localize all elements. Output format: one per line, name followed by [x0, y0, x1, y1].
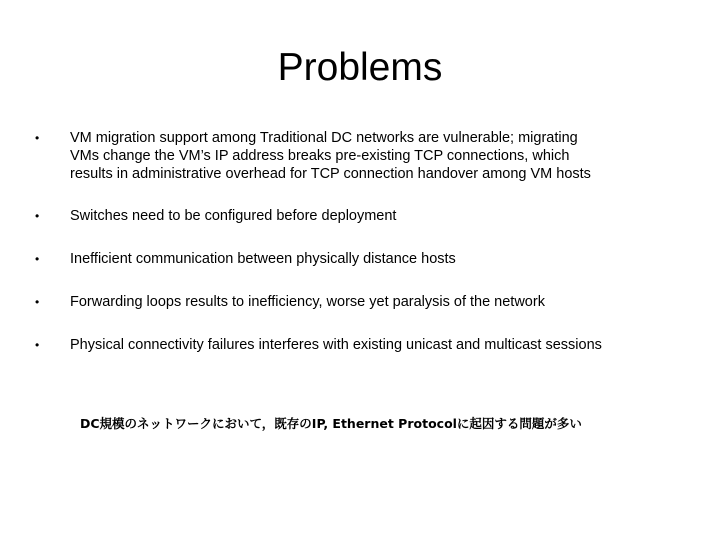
slide-title: Problems	[277, 46, 443, 89]
bullet-marker: •	[35, 252, 40, 266]
bullet-marker: •	[35, 209, 40, 223]
bullet-text: Inefficient communication between physically distance hosts	[70, 251, 456, 267]
japanese-footnote: DC規模のネットワークにおいて，既存のIP, Ethernet Protocolに起因する問題が多い	[80, 416, 582, 431]
bullet-text: Forwarding loops results to inefficiency, worse yet paralysis of the network	[70, 294, 545, 310]
bullet-marker: •	[35, 131, 40, 145]
bullet-text: VM migration support among Traditional DC networks are vulnerable; migrating VMs change the VM’s IP address breaks pre-existing TCP connections, which results in administrative overhead for TCP connection handover among VM hosts	[70, 130, 591, 182]
bullet-marker: •	[35, 338, 40, 352]
bullet-marker: •	[35, 295, 40, 309]
bullet-text: Physical connectivity failures interferes with existing unicast and multicast sessions	[70, 337, 602, 353]
bullet-text: Switches need to be configured before deployment	[70, 208, 397, 224]
